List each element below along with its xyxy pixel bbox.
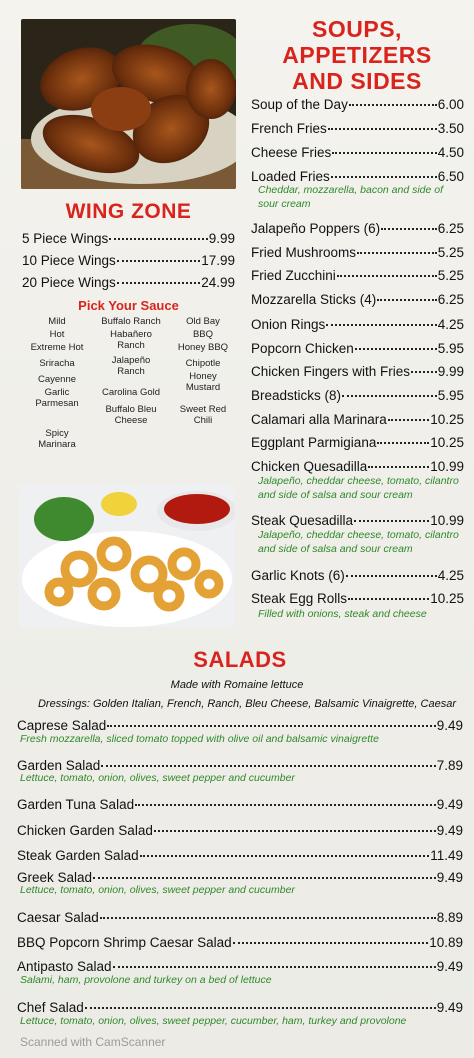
menu-item: Eggplant Parmigiana 10.25 [251,435,464,450]
salads-dressings: Dressings: Golden Italian, French, Ranch, Bleu Cheese, Balsamic Vinaigrette, Caesar [37,698,456,710]
menu-item: Breadsticks (8) 5.95 [251,388,464,403]
menu-item: Garden Salad 7.89 [17,758,463,773]
sauce-option: Chipotle [185,358,221,369]
soups-appetizers-sides-heading: SOUPS, APPETIZERS AND SIDES [282,16,432,94]
sauce-option: Habañero Ranch [110,329,152,351]
item-description: Jalapeño, cheddar cheese, tomato, cilantro [258,475,459,487]
menu-item: 5 Piece Wings 9.99 [22,231,235,246]
item-description: and side of salsa and sour cream [258,543,413,555]
sauce-option: Cayenne [37,374,77,385]
menu-item: Loaded Fries 6.50 [251,169,464,184]
item-description: Lettuce, tomato, onion, olives, sweet pepper and cucumber [20,884,295,896]
sauce-option: Carolina Gold [101,387,161,398]
menu-item: Steak Quesadilla 10.99 [251,513,464,528]
menu-item: Fried Mushrooms 5.25 [251,245,464,260]
pick-your-sauce-heading: Pick Your Sauce [78,298,179,313]
sauce-option: Mild [48,316,66,327]
menu-item: Onion Rings 4.25 [251,317,464,332]
menu-item: Steak Egg Rolls 10.25 [251,591,464,606]
item-description: sour cream [258,198,311,210]
menu-item: Antipasto Salad 9.49 [17,959,463,974]
sauce-option: Old Bay [186,316,220,327]
menu-item: French Fries 3.50 [251,121,464,136]
menu-item: Fried Zucchini 5.25 [251,268,464,283]
menu-item: Popcorn Chicken 5.95 [251,341,464,356]
menu-item: Chicken Garden Salad 9.49 [17,823,463,838]
menu-item: Garlic Knots (6) 4.25 [251,568,464,583]
item-description: Jalapeño, cheddar cheese, tomato, cilantro [258,529,459,541]
menu-item: Garden Tuna Salad 9.49 [17,797,463,812]
item-description: Lettuce, tomato, onion, olives, sweet pepper and cucumber [20,772,295,784]
sauce-option: Jalapeño Ranch [111,355,151,377]
wing-zone-heading: WING ZONE [65,200,192,223]
menu-item: Greek Salad 9.49 [17,870,463,885]
sauce-option: Buffalo Bleu Cheese [105,404,157,426]
item-description: and side of salsa and sour cream [258,489,413,501]
item-description: Cheddar, mozzarella, bacon and side of [258,184,444,196]
sauce-option: Garlic Parmesan [35,387,79,409]
menu-item: Calamari alla Marinara 10.25 [251,412,464,427]
sauce-option: Sriracha [39,358,75,369]
item-description: Lettuce, tomato, onion, olives, sweet pepper, cucumber, ham, turkey and provolone [20,1015,407,1027]
menu-item: Caesar Salad 8.89 [17,910,463,925]
salads-heading: SALADS [193,647,287,672]
menu-item: Mozzarella Sticks (4) 6.25 [251,292,464,307]
menu-item: 10 Piece Wings 17.99 [22,253,235,268]
menu-item: 20 Piece Wings 24.99 [22,275,235,290]
sauce-option: Spicy Marinara [38,428,76,450]
menu-item: Jalapeño Poppers (6) 6.25 [251,221,464,236]
scanner-watermark: Scanned with CamScanner [20,1035,166,1049]
menu-item: Cheese Fries 4.50 [251,145,464,160]
item-description: Salami, ham, provolone and turkey on a bed of lettuce [20,974,272,986]
sauce-option: Buffalo Ranch [101,316,161,327]
menu-item: Chef Salad 9.49 [17,1000,463,1015]
sauce-option: Honey BBQ [177,342,229,353]
menu-item: Steak Garden Salad 11.49 [17,848,463,863]
menu-item: Soup of the Day 6.00 [251,97,464,112]
sauce-option: Honey Mustard [185,371,221,393]
sauce-option: Sweet Red Chili [179,404,227,426]
menu-item: Chicken Fingers with Fries 9.99 [251,364,464,379]
menu-item: Caprese Salad 9.49 [17,718,463,733]
salads-subtitle: Made with Romaine lettuce [170,679,304,691]
chicken-wings-photo [21,19,236,189]
calamari-photo [19,484,235,627]
sauce-option: Hot [49,329,65,340]
item-description: Filled with onions, steak and cheese [258,608,427,620]
sauce-option: BBQ [192,329,214,340]
item-description: Fresh mozzarella, sliced tomato topped with olive oil and balsamic vinaigrette [20,733,379,745]
menu-item: Chicken Quesadilla 10.99 [251,459,464,474]
menu-item: BBQ Popcorn Shrimp Caesar Salad 10.89 [17,935,463,950]
sauce-option: Extreme Hot [30,342,84,353]
sauce-list [20,316,238,450]
